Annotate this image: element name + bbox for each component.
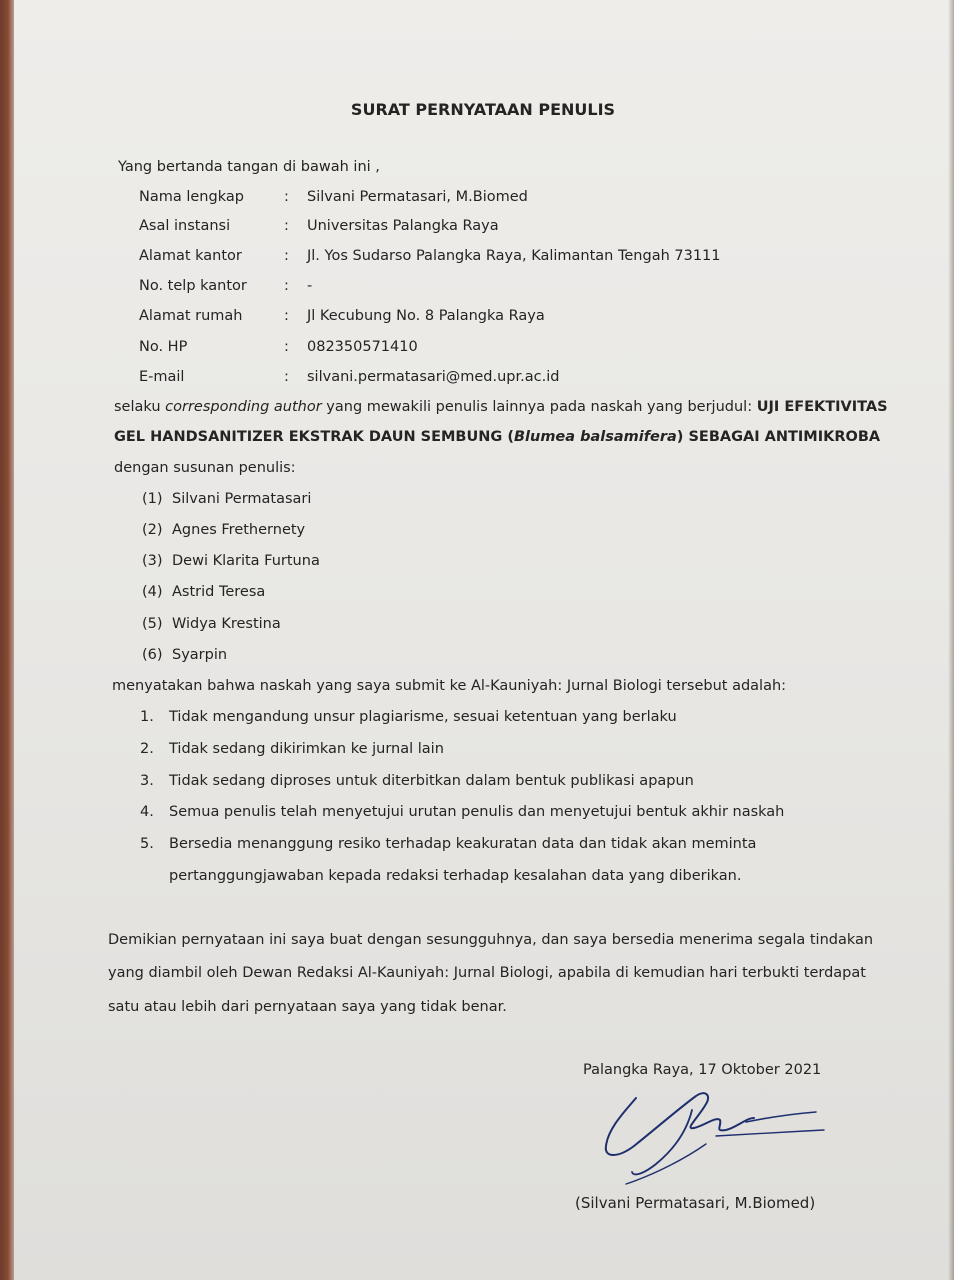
- statement-line-1: [114, 397, 888, 417]
- document-title: SURAT PERNYATAAN PENULIS: [350, 100, 616, 119]
- declaration-number: 4.: [140, 804, 154, 820]
- field-label-mobile: No. HP: [139, 339, 188, 355]
- declaration-number: 2.: [140, 741, 154, 757]
- field-colon: :: [284, 308, 289, 324]
- manuscript-title-species: Blumea balsamifera: [513, 429, 677, 445]
- manuscript-title-part: ) SEBAGAI ANTIMIKROBA: [676, 429, 881, 445]
- declaration-number: 3.: [140, 773, 154, 789]
- field-colon: :: [284, 218, 289, 234]
- author-number: (6): [142, 647, 163, 663]
- field-colon: :: [284, 189, 289, 205]
- authors-intro: dengan susunan penulis:: [114, 460, 296, 476]
- declaration-item: Tidak mengandung unsur plagiarisme, sesuai ketentuan yang berlaku: [169, 709, 677, 725]
- field-label-office-phone: No. telp kantor: [139, 278, 247, 294]
- author-name: Silvani Permatasari: [172, 491, 312, 507]
- declaration-item: Semua penulis telah menyetujui urutan penulis dan menyetujui bentuk akhir naskah: [169, 804, 785, 820]
- field-colon: :: [284, 278, 289, 294]
- author-name: Widya Krestina: [172, 616, 281, 632]
- field-colon: :: [284, 339, 289, 355]
- author-number: (4): [142, 584, 163, 600]
- closing-line-2: yang diambil oleh Dewan Redaksi Al-Kauniyah: Jurnal Biologi, apabila di kemudian hari terbukti terdapat: [108, 965, 866, 981]
- field-value-email: silvani.permatasari@med.upr.ac.id: [307, 369, 560, 385]
- field-value-office-phone: -: [307, 278, 313, 294]
- manuscript-title-part: GEL HANDSANITIZER EKSTRAK DAUN SEMBUNG (: [114, 429, 514, 445]
- declaration-number: 5.: [140, 836, 154, 852]
- declaration-item: Tidak sedang diproses untuk diterbitkan dalam bentuk publikasi apapun: [169, 773, 694, 789]
- closing-line-1: Demikian pernyataan ini saya buat dengan sesungguhnya, dan saya bersedia menerima segala tindakan: [108, 932, 874, 948]
- field-value-mobile: 082350571410: [307, 339, 418, 355]
- field-value-full-name: Silvani Permatasari, M.Biomed: [307, 189, 528, 205]
- field-label-office-address: Alamat kantor: [139, 248, 242, 264]
- field-label-email: E-mail: [139, 369, 185, 385]
- field-value-home-address: Jl Kecubung No. 8 Palangka Raya: [307, 308, 545, 324]
- author-name: Astrid Teresa: [172, 584, 266, 600]
- paper-edge-shadow: [948, 0, 954, 1280]
- intro-text: Yang bertanda tangan di bawah ini ,: [118, 159, 380, 175]
- field-label-institution: Asal instansi: [139, 218, 231, 234]
- author-number: (5): [142, 616, 163, 632]
- place-and-date: Palangka Raya, 17 Oktober 2021: [583, 1062, 822, 1078]
- handwritten-signature: [596, 1088, 836, 1188]
- declaration-intro: menyatakan bahwa naskah yang saya submit ke Al-Kauniyah: Jurnal Biologi tersebut adalah:: [112, 678, 787, 694]
- author-number: (2): [142, 522, 163, 538]
- author-name: Syarpin: [172, 647, 228, 663]
- declaration-item-continued: pertanggungjawaban kepada redaksi terhadap kesalahan data yang diberikan.: [169, 868, 742, 884]
- signatory-name: (Silvani Permatasari, M.Biomed): [575, 1194, 816, 1212]
- statement-text: yang mewakili penulis lainnya pada naskah yang berjudul:: [321, 399, 757, 415]
- field-label-full-name: Nama lengkap: [139, 189, 244, 205]
- field-label-home-address: Alamat rumah: [139, 308, 243, 324]
- author-name: Dewi Klarita Furtuna: [172, 553, 320, 569]
- declaration-item: Bersedia menanggung resiko terhadap keakuratan data dan tidak akan meminta: [169, 836, 757, 852]
- author-name: Agnes Frethernety: [172, 522, 306, 538]
- statement-line-2: [114, 427, 880, 447]
- field-value-institution: Universitas Palangka Raya: [307, 218, 499, 234]
- author-number: (3): [142, 553, 163, 569]
- closing-line-3: satu atau lebih dari pernyataan saya yang tidak benar.: [108, 999, 507, 1015]
- statement-text: selaku: [114, 399, 166, 415]
- declaration-item: Tidak sedang dikirimkan ke jurnal lain: [169, 741, 444, 757]
- field-colon: :: [284, 369, 289, 385]
- author-number: (1): [142, 491, 163, 507]
- field-value-office-address: Jl. Yos Sudarso Palangka Raya, Kalimantan Tengah 73111: [307, 248, 721, 264]
- statement-italic-role: corresponding author: [165, 399, 322, 415]
- declaration-number: 1.: [140, 709, 154, 725]
- field-colon: :: [284, 248, 289, 264]
- manuscript-title-part: UJI EFEKTIVITAS: [756, 399, 888, 415]
